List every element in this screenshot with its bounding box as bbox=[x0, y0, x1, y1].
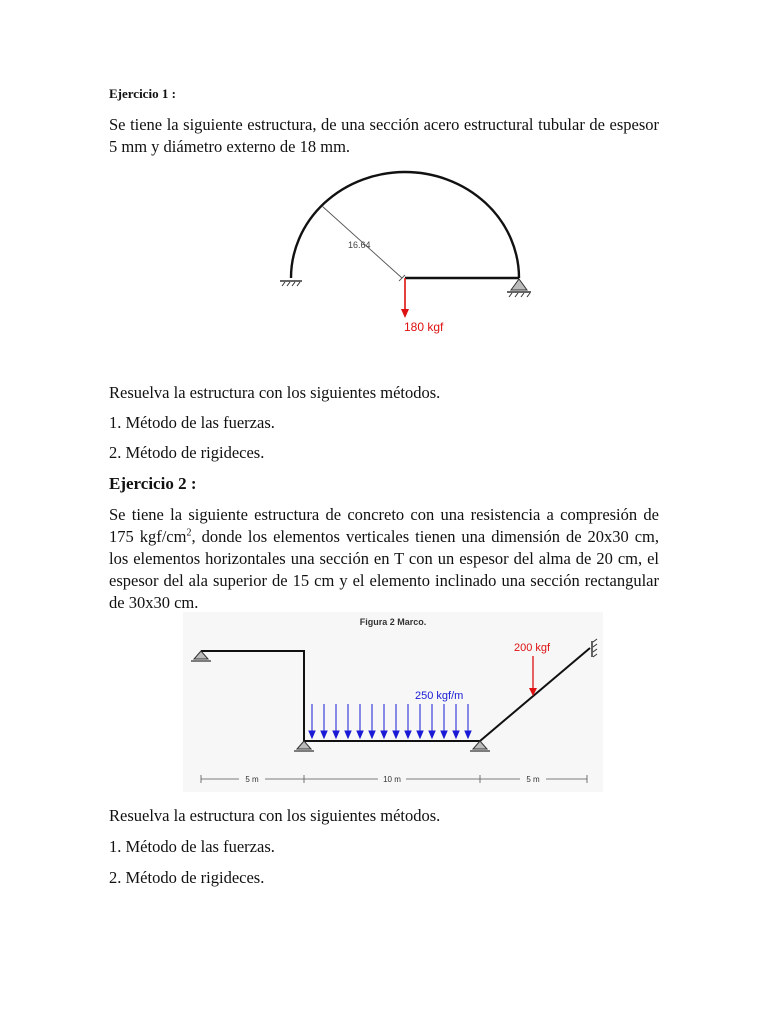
exercise-1-statement: Se tiene la siguiente estructura, de una sección acero estructural tubular de espesor 5 mm y diámetro externo de 18 mm. bbox=[109, 115, 659, 156]
exercise-2-heading: Ejercicio 2 : bbox=[109, 474, 197, 493]
figure-2-caption: Figura 2 Marco. bbox=[359, 617, 427, 627]
arch-member bbox=[291, 172, 519, 278]
dimension-label-2: 10 m bbox=[383, 775, 401, 784]
exercise-2-method-2: 2. Método de rigideces. bbox=[109, 868, 265, 887]
distributed-load-label: 250 kgf/m bbox=[415, 690, 464, 702]
exercise-1-method-1: 1. Método de las fuerzas. bbox=[109, 413, 275, 432]
exercise-1-method-2: 2. Método de rigideces. bbox=[109, 443, 265, 462]
radius-label: 16.64 bbox=[348, 240, 371, 250]
dimension-label-1: 5 m bbox=[245, 775, 259, 784]
figure-2-background bbox=[183, 612, 603, 792]
exercise-1-methods-intro: Resuelva la estructura con los siguientes métodos. bbox=[109, 383, 441, 402]
point-load-arrow bbox=[401, 278, 409, 318]
inclined-point-load-label: 200 kgf bbox=[514, 642, 551, 654]
exercise-2-methods-intro: Resuelva la estructura con los siguientes métodos. bbox=[109, 806, 441, 825]
left-fixed-support bbox=[280, 281, 302, 286]
right-pin-support bbox=[507, 279, 531, 297]
exercise-2-statement: Se tiene la siguiente estructura de concreto con una resistencia a compresión de 175 kgf/$cm^2$, donde los elementos verticales tienen una dimensión de 20x30 cm, los elementos horizontales una sección en T con un espesor del alma de 20 cm, el espesor del ala superior de 15 cm y el elemento inclinado una sección rectangular de 30x30 cm. bbox=[109, 505, 659, 612]
figure-2-frame-structure bbox=[183, 612, 603, 792]
figure-1-arch-structure bbox=[270, 160, 560, 350]
point-load-label: 180 kgf bbox=[404, 320, 444, 334]
dimension-label-3: 5 m bbox=[526, 775, 540, 784]
exercise-1-heading: Ejercicio 1 : bbox=[109, 86, 176, 101]
exercise-2-method-1: 1. Método de las fuerzas. bbox=[109, 837, 275, 856]
